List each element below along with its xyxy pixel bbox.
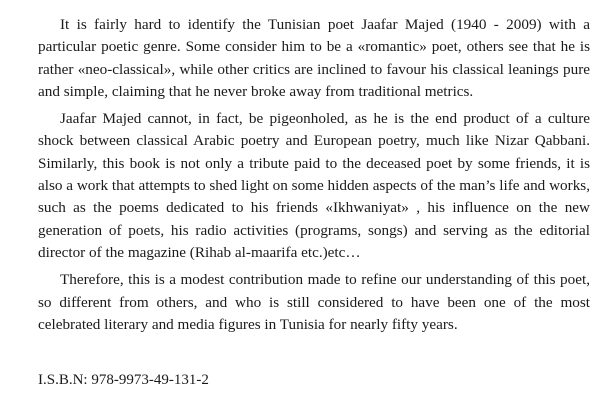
paragraph-intro: It is fairly hard to identify the Tunisian poet Jaafar Majed (1940 - 2009) with a particular poetic genre. Some consider him to be a «romantic» poet, others see that he is rather «neo-classical», while other critics are inclined to favour his classical leanings pure and simple, claiming that he never broke away from traditional metrics. bbox=[38, 16, 590, 100]
paragraph-body: Jaafar Majed cannot, in fact, be pigeonholed, as he is the end product of a culture shock between classical Arabic poetry and European poetry, much like Nizar Qabbani. Similarly, this book is not only a tribute paid to the deceased poet by some friends, it is also a work that attempts to shed light on some hidden aspects of the man’s life and works, such as the poems dedicated to his friends «Ikhwaniyat» , his influence on the new generation of poets, his radio activities (programs, songs) and serving as the editorial director of the magazine (Rihab al-maarifa etc.)etc… bbox=[38, 110, 590, 261]
isbn-line: I.S.B.N: 978-9973-49-131-2 bbox=[38, 372, 209, 388]
paragraph-conclusion: Therefore, this is a modest contribution made to refine our understanding of this poet, so different from others, and who is still considered to have been one of the most celebrated literary and media figures in Tunisia for nearly fifty years. bbox=[38, 271, 590, 333]
